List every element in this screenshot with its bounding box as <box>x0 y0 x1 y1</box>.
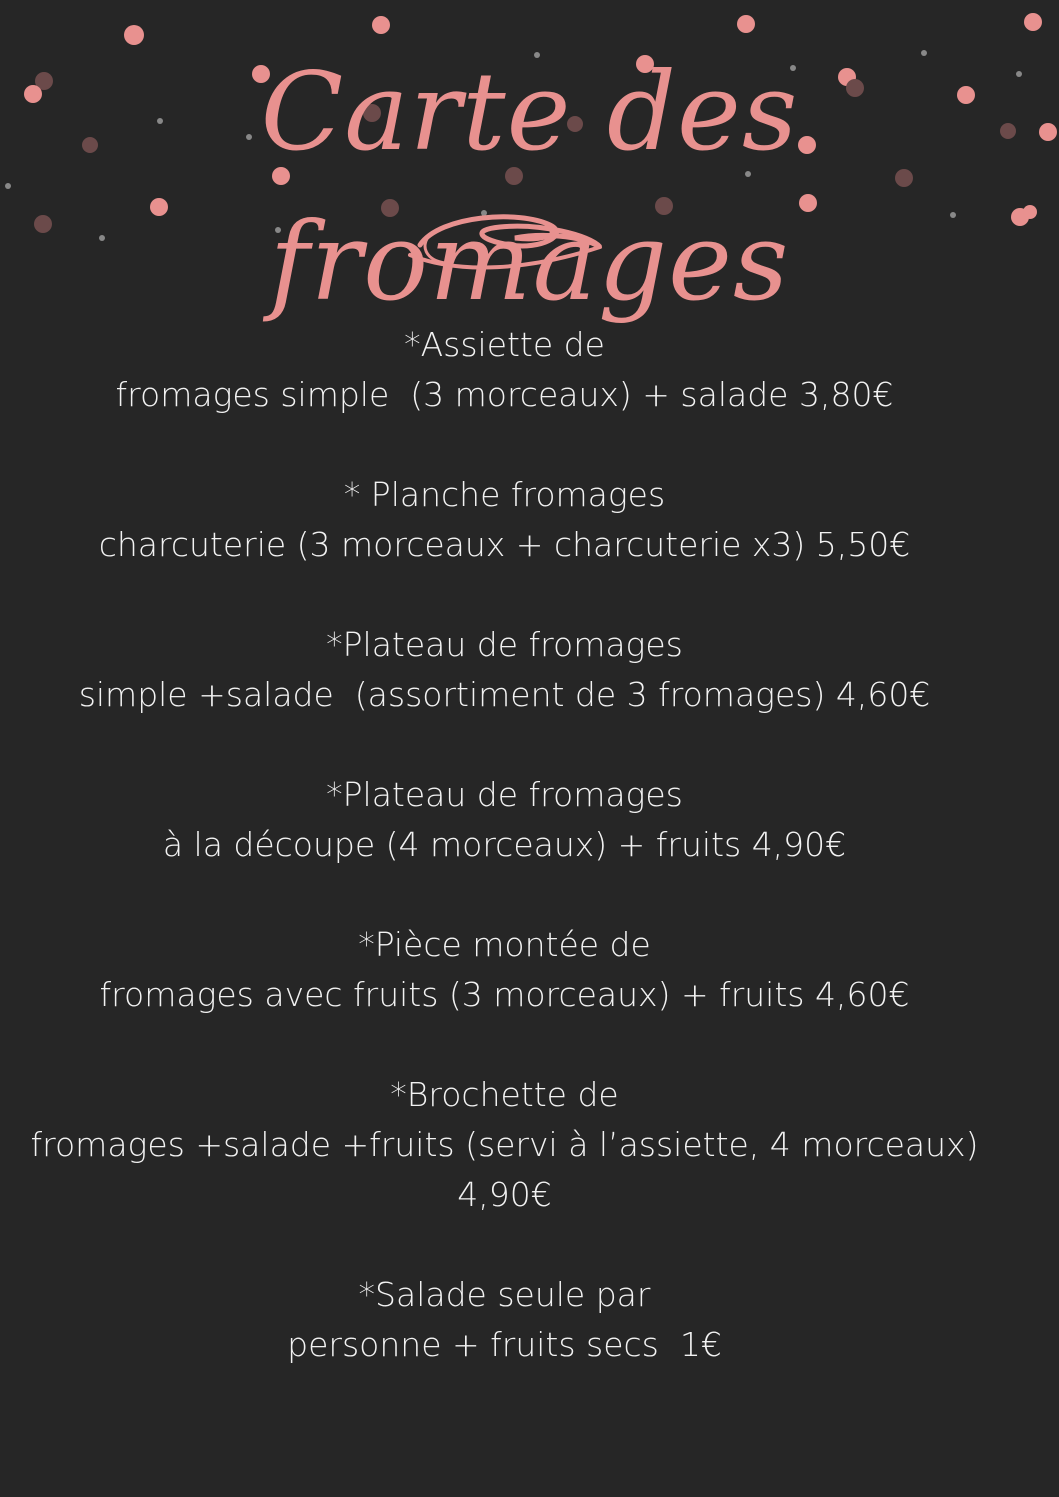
menu-item <box>0 920 1009 1020</box>
menu-item-line: charcuterie (3 morceaux + charcuterie x3) 5,50€ <box>98 525 911 564</box>
menu-item-line: simple +salade (assortiment de 3 fromages) 4,60€ <box>78 675 931 714</box>
menu-item-line: fromages avec fruits (3 morceaux) + fruits 4,60€ <box>99 975 910 1014</box>
menu-list <box>0 320 1009 1420</box>
menu-item-line: *Assiette de <box>404 325 605 364</box>
menu-item-line: fromages +salade +fruits (servi à l’assiette, 4 morceaux) <box>30 1125 979 1164</box>
menu-item <box>0 770 1009 870</box>
menu-item-line: *Salade seule par <box>358 1275 651 1314</box>
menu-item <box>0 620 1009 720</box>
menu-item-line: * Planche fromages <box>343 475 666 514</box>
menu-item-line: fromages simple (3 morceaux) + salade 3,80€ <box>115 375 894 414</box>
menu-item-line: *Brochette de <box>390 1075 619 1114</box>
menu-item-line: personne + fruits secs 1€ <box>287 1325 722 1364</box>
menu-item-line: *Pièce montée de <box>358 925 651 964</box>
menu-item-line: 4,90€ <box>457 1175 552 1214</box>
menu-item-line: *Plateau de fromages <box>326 625 683 664</box>
menu-item-line: *Plateau de fromages <box>326 775 683 814</box>
decorative-dot <box>372 16 390 34</box>
menu-item <box>0 1070 1009 1220</box>
decorative-dot <box>1024 13 1042 31</box>
page-title: Carte des fromages <box>260 50 799 325</box>
menu-item <box>0 320 1009 420</box>
flourish-ornament <box>400 205 610 275</box>
menu-item <box>0 470 1009 570</box>
decorative-dot <box>737 15 755 33</box>
menu-item <box>0 1270 1009 1370</box>
menu-item-line: à la découpe (4 morceaux) + fruits 4,90€ <box>162 825 847 864</box>
